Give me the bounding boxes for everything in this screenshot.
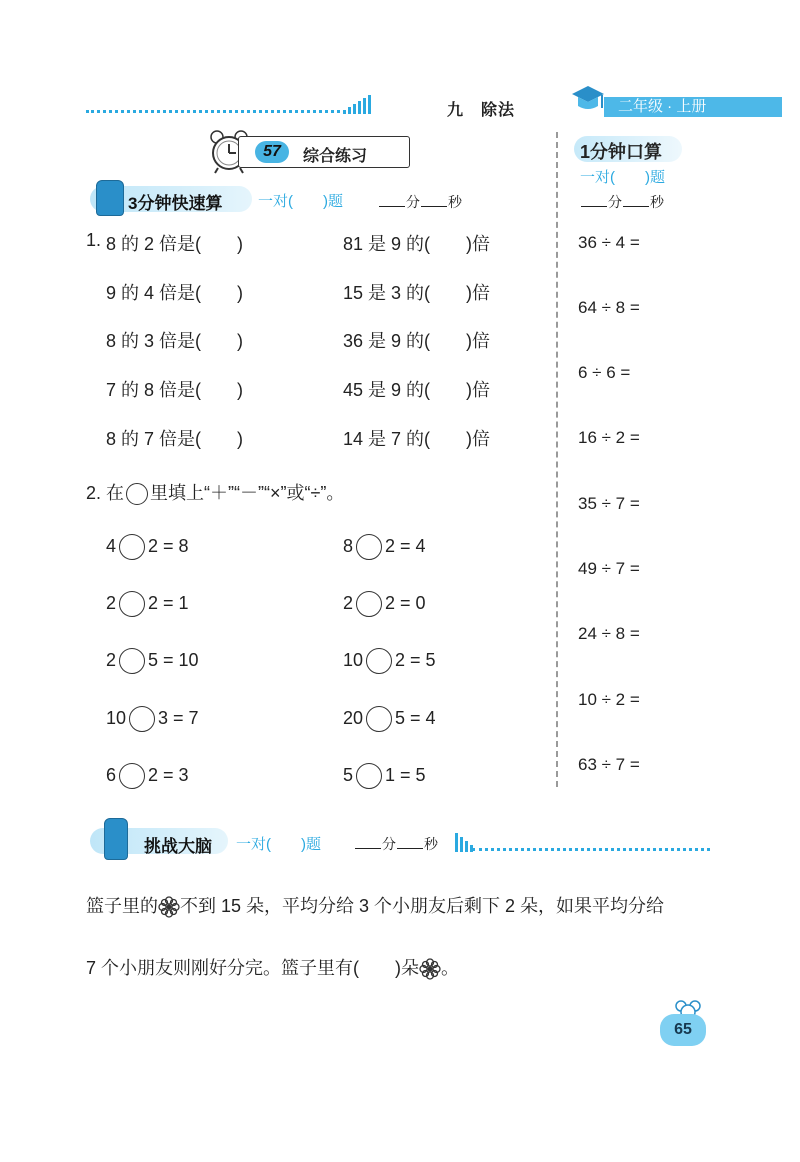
q1-right-item: 36 是 9 的( )倍 — [343, 331, 491, 351]
challenge-dotted-rule — [472, 848, 710, 851]
q2-right-item: 10 2 = 5 — [343, 648, 436, 674]
challenge-bar-graphic — [455, 832, 473, 852]
q1-right-item: 45 是 9 的( )倍 — [343, 380, 491, 400]
shoe-icon — [96, 180, 124, 216]
challenge-title: 挑战大脑 — [144, 837, 212, 856]
q2-right-item: 2 2 = 0 — [343, 591, 426, 617]
q1-right-item: 14 是 7 的( )倍 — [343, 429, 491, 449]
lesson-number: 57 — [255, 141, 289, 163]
flower-icon — [419, 958, 441, 980]
grade-label: 二年级 · 上册 — [604, 97, 782, 117]
oral-item: 35 ÷ 7 = — [578, 494, 640, 513]
chapter-title: 九 除法 — [447, 102, 516, 119]
challenge-line-2: 7 个小朋友则刚好分完。篮子里有( )朵 。 — [86, 954, 459, 980]
oral-item: 24 ÷ 8 = — [578, 624, 640, 643]
oral-calc-title: 1分钟口算 — [580, 142, 663, 162]
q1-right-item: 81 是 9 的( )倍 — [343, 234, 491, 254]
answer-circle[interactable] — [119, 534, 145, 560]
answer-circle[interactable] — [119, 591, 145, 617]
oral-calc-score: 一对( )题 — [580, 169, 665, 186]
quick-calc-score: 一对( )题 — [258, 193, 343, 210]
q2-left-item: 10 3 = 7 — [106, 706, 199, 732]
q1-number: 1. — [86, 230, 102, 250]
header-bar-graphic — [343, 94, 371, 114]
answer-circle[interactable] — [356, 763, 382, 789]
q1-left-item: 7 的 8 倍是( ) — [106, 380, 244, 400]
oral-item: 36 ÷ 4 = — [578, 233, 640, 252]
graduation-cap-icon — [568, 80, 608, 120]
q2-right-item: 20 5 = 4 — [343, 706, 436, 732]
page-number: 65 — [660, 1014, 706, 1046]
answer-circle[interactable] — [356, 534, 382, 560]
blank-circle[interactable] — [126, 483, 148, 505]
oral-item: 6 ÷ 6 = — [578, 363, 631, 382]
answer-circle[interactable] — [119, 648, 145, 674]
q2-right-item: 5 1 = 5 — [343, 763, 426, 789]
answer-circle[interactable] — [366, 706, 392, 732]
quick-calc-timer: 分 秒 — [378, 192, 462, 212]
answer-circle[interactable] — [129, 706, 155, 732]
answer-circle[interactable] — [366, 648, 392, 674]
challenge-line-1: 篮子里的 不到 15 朵，平均分给 3 个小朋友后剩下 2 朵，如果平均分给 — [86, 892, 664, 918]
giraffe-icon — [104, 818, 128, 860]
q2-left-item: 2 5 = 10 — [106, 648, 199, 674]
q2-right-item: 8 2 = 4 — [343, 534, 426, 560]
q2-left-item: 6 2 = 3 — [106, 763, 189, 789]
flower-icon — [158, 896, 180, 918]
oral-item: 64 ÷ 8 = — [578, 298, 640, 317]
oral-calc-timer: 分 秒 — [580, 192, 664, 212]
quick-calc-title: 3分钟快速算 — [128, 194, 223, 213]
oral-item: 16 ÷ 2 = — [578, 428, 640, 447]
answer-circle[interactable] — [356, 591, 382, 617]
q1-left-item: 9 的 4 倍是( ) — [106, 283, 244, 303]
challenge-timer: 分 秒 — [354, 834, 438, 854]
q1-left-item: 8 的 3 倍是( ) — [106, 331, 244, 351]
oral-item: 10 ÷ 2 = — [578, 690, 640, 709]
column-divider — [556, 132, 558, 787]
oral-item: 63 ÷ 7 = — [578, 755, 640, 774]
q1-left-item: 8 的 7 倍是( ) — [106, 429, 244, 449]
q1-right-item: 15 是 3 的( )倍 — [343, 283, 491, 303]
q2-instruction: 2. 在 里填上“＋”“－”“×”或“÷”。 — [86, 479, 344, 505]
lesson-title: 综合练习 — [303, 148, 368, 165]
q2-left-item: 2 2 = 1 — [106, 591, 189, 617]
answer-circle[interactable] — [119, 763, 145, 789]
oral-item: 49 ÷ 7 = — [578, 559, 640, 578]
header-dotted-rule — [86, 110, 340, 113]
challenge-score: 一对( )题 — [236, 836, 321, 853]
q1-left-item: 8 的 2 倍是( ) — [106, 234, 244, 254]
q2-left-item: 4 2 = 8 — [106, 534, 189, 560]
